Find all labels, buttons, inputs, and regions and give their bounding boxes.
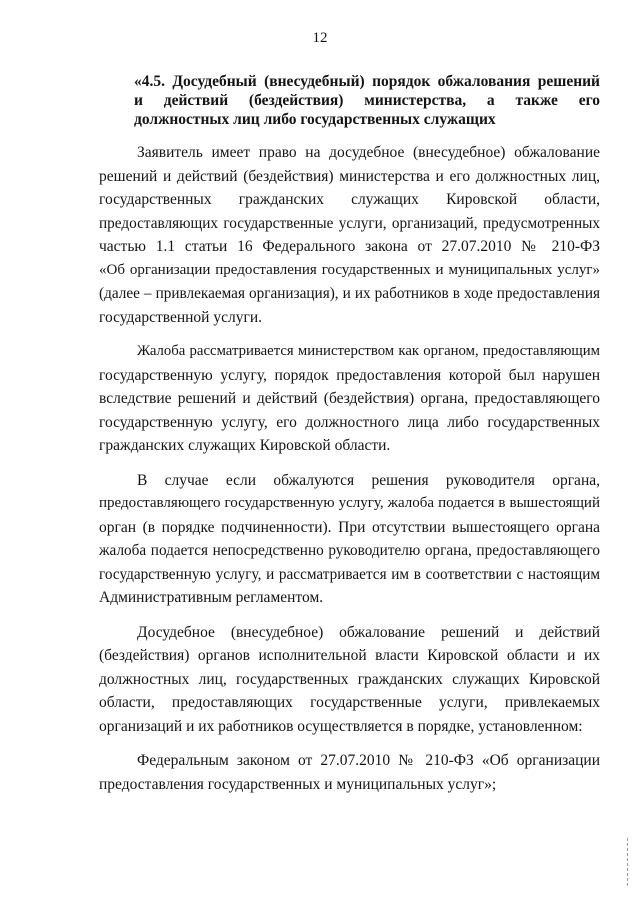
paragraph-appeal-procedure <box>99 621 600 739</box>
text-line: организаций и их работников осуществляется в порядке, установленном: <box>99 717 583 735</box>
text-line: государственную услугу, порядок предоставления которой был нарушен <box>99 366 600 384</box>
text-line: частью 1.1 статьи 16 Федерального закона от 27.07.2010 № 210-ФЗ <box>99 238 600 255</box>
scan-margin-mark <box>627 838 629 886</box>
text-line: государственных гражданских служащих Кировской области, <box>99 191 600 208</box>
text-line: предоставляющего государственную услугу, жалоба подается в вышестоящий <box>99 495 600 511</box>
text-line: В случае если обжалуются решения руководителя органа, <box>137 471 600 489</box>
text-line: гражданских служащих Кировской области. <box>99 437 391 454</box>
text-line: должностных лиц, государственных гражданских служащих Кировской <box>99 670 600 688</box>
heading-line: и действий (бездействия) министерства, а также его <box>134 92 600 109</box>
text-line: Административным регламентом. <box>99 589 324 606</box>
text-line: (бездействия) органов исполнительной власти Кировской области и их <box>99 647 600 664</box>
text-line: Жалоба рассматривается министерством как органом, предоставляющим <box>137 343 600 359</box>
text-line: государственной услуги. <box>99 308 262 326</box>
heading-line: «4.5. Досудебный (внесудебный) порядок обжалования решений <box>134 73 600 90</box>
text-line: жалоба подается непосредственно руководителю органа, предоставляющего <box>99 542 600 559</box>
text-line: Досудебное (внесудебное) обжалование решений и действий <box>137 623 600 641</box>
paragraph-complaint-review <box>99 340 600 458</box>
section-heading <box>134 72 600 129</box>
text-line: области, предоставляющих государственные услуги, привлекаемых <box>99 694 600 711</box>
paragraph-federal-law <box>99 749 600 796</box>
text-line: Федеральным законом от 27.07.2010 № 210-ФЗ «Об организации <box>137 752 600 769</box>
text-line: «Об организации предоставления государственных и муниципальных услуг» <box>99 261 600 278</box>
text-line: (далее – привлекаемая организация), и их работников в ходе предоставления <box>99 285 600 302</box>
text-line: орган (в порядке подчиненности). При отсутствии вышестоящего органа <box>99 518 600 536</box>
body-text <box>99 141 600 807</box>
text-line: государственную услугу, его должностного лица либо государственных <box>99 413 600 431</box>
paragraph-head-appeal <box>99 469 600 610</box>
page-number: 12 <box>312 30 328 46</box>
text-line: предоставляющих государственные услуги, организаций, предусмотренных <box>99 214 600 232</box>
heading-line: должностных лиц либо государственных служащих <box>134 111 496 128</box>
text-line: решений и действий (бездействия) министерства и его должностных лиц, <box>99 167 600 185</box>
paragraph-appeal-right <box>99 141 600 329</box>
text-line: государственную услугу, и рассматривается им в соответствии с настоящим <box>99 565 600 583</box>
text-line: предоставления государственных и муниципальных услуг»; <box>99 775 497 793</box>
text-line: Заявитель имеет право на досудебное (внесудебное) обжалование <box>137 144 600 161</box>
text-line: вследствие решений и действий (бездействия) органа, предоставляющего <box>99 390 600 407</box>
